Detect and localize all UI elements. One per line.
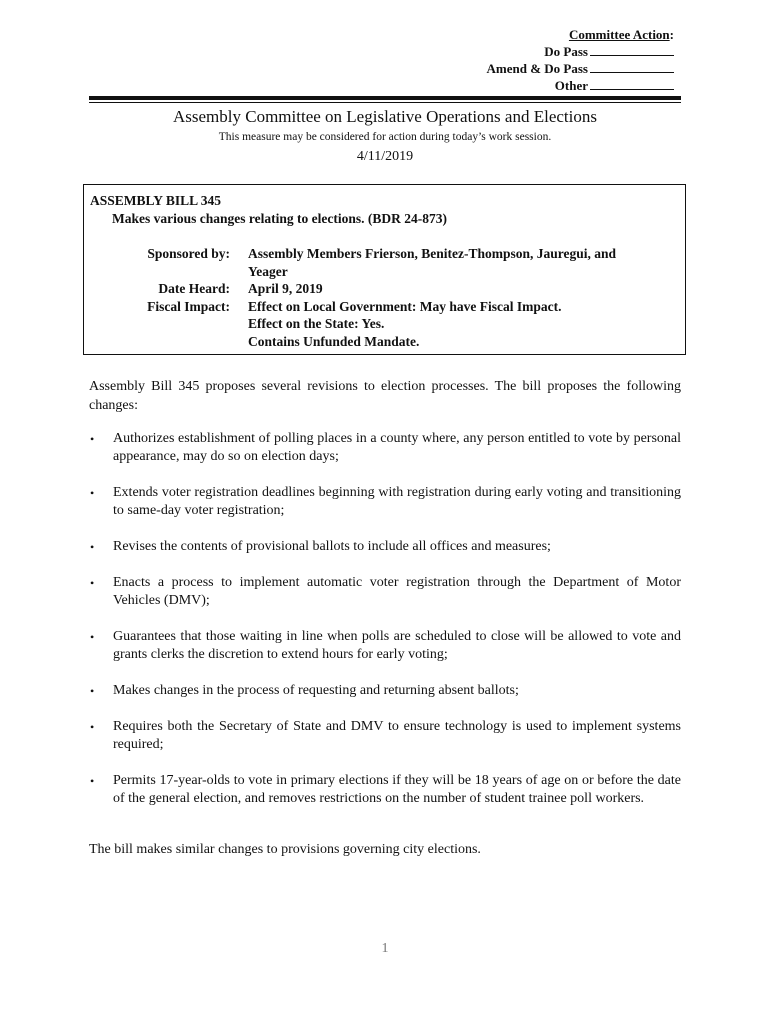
date-heard-row	[84, 280, 678, 298]
fiscal-impact-state: Effect on the State: Yes.	[248, 316, 385, 332]
fiscal-impact-label: Fiscal Impact:	[147, 298, 230, 314]
list-item-text: Authorizes establishment of polling places in a county where, any person entitled to vote by personal appearance, may do so on election days;	[113, 431, 681, 464]
list-item	[89, 484, 681, 520]
bill-info-table	[84, 245, 678, 351]
bullet-icon: •	[90, 486, 95, 500]
list-item-text: Guarantees that those waiting in line when polls are scheduled to close will be allowed to vote and grants clerks the discretion to extend hours for early voting;	[113, 629, 681, 662]
list-item	[89, 682, 681, 700]
bill-description: Makes various changes relating to elections. (BDR 24-873)	[112, 211, 447, 226]
intro-paragraph: Assembly Bill 345 proposes several revisions to election processes. The bill proposes the following changes:	[89, 379, 681, 413]
list-item-text: Requires both the Secretary of State and DMV to ensure technology is used to implement systems required;	[113, 719, 681, 752]
committee-action-title: Committee Action	[568, 27, 670, 42]
list-item-text: Permits 17-year-olds to vote in primary elections if they will be 18 years of age on or before the date of the general election, and removes restrictions on the number of student trainee poll workers.	[113, 773, 681, 806]
other-line	[487, 77, 674, 94]
work-session-note: This measure may be considered for action during today’s work session.	[218, 131, 552, 143]
amend-do-pass-line	[487, 60, 674, 77]
sponsored-by-value-cont: Yeager	[248, 263, 288, 279]
bullet-icon: •	[90, 684, 95, 698]
bill-number: ASSEMBLY BILL 345	[90, 193, 222, 208]
bullet-icon: •	[90, 576, 95, 590]
bullet-icon: •	[90, 432, 95, 446]
changes-list	[89, 430, 681, 826]
list-item	[89, 718, 681, 754]
list-item	[89, 430, 681, 466]
fiscal-impact-row-3	[84, 333, 678, 351]
page-number: 1	[381, 941, 389, 956]
list-item-text: Enacts a process to implement automatic voter registration through the Department of Motor Vehicles (DMV);	[113, 575, 681, 608]
sponsored-by-label: Sponsored by:	[147, 246, 230, 261]
committee-action-colon: :	[669, 27, 674, 42]
sponsored-by-value: Assembly Members Frierson, Benitez-Thompson, Jauregui, and	[248, 246, 616, 261]
fiscal-impact-row	[84, 298, 678, 316]
amend-do-pass-label: Amend & Do Pass	[486, 61, 588, 76]
list-item	[89, 538, 681, 556]
committee-title: Assembly Committee on Legislative Operations and Elections	[173, 107, 597, 126]
bullet-icon: •	[90, 720, 95, 734]
date-heard-label: Date Heard:	[158, 281, 230, 297]
list-item	[89, 628, 681, 664]
header-rule-thick	[89, 96, 681, 100]
committee-action-block	[487, 26, 674, 94]
do-pass-blank	[590, 43, 674, 56]
do-pass-label: Do Pass	[544, 44, 588, 59]
closing-paragraph: The bill makes similar changes to provisions governing city elections.	[89, 842, 481, 857]
other-label: Other	[554, 78, 588, 93]
hearing-date: 4/11/2019	[356, 149, 414, 164]
list-item-text: Extends voter registration deadlines beginning with registration during early voting and transitioning to same-day voter registration;	[113, 485, 681, 518]
do-pass-line	[487, 43, 674, 60]
date-heard-value: April 9, 2019	[248, 281, 323, 297]
fiscal-impact-local: Effect on Local Government: May have Fiscal Impact.	[248, 298, 562, 314]
amend-do-pass-blank	[590, 60, 674, 73]
sponsored-by-row-cont	[84, 263, 678, 281]
list-item-text: Makes changes in the process of requesting and returning absent ballots;	[113, 683, 519, 698]
fiscal-impact-mandate: Contains Unfunded Mandate.	[248, 333, 420, 349]
bullet-icon: •	[90, 774, 95, 788]
list-item	[89, 772, 681, 808]
other-blank	[590, 77, 674, 90]
header-rule-thin	[89, 102, 681, 103]
committee-action-heading	[487, 26, 674, 43]
list-item-text: Revises the contents of provisional ballots to include all offices and measures;	[113, 539, 551, 554]
fiscal-impact-row-2	[84, 315, 678, 333]
list-item	[89, 574, 681, 610]
bill-summary-box	[83, 184, 686, 355]
sponsored-by-row	[84, 245, 678, 263]
bullet-icon: •	[90, 630, 95, 644]
bullet-icon: •	[90, 540, 95, 554]
